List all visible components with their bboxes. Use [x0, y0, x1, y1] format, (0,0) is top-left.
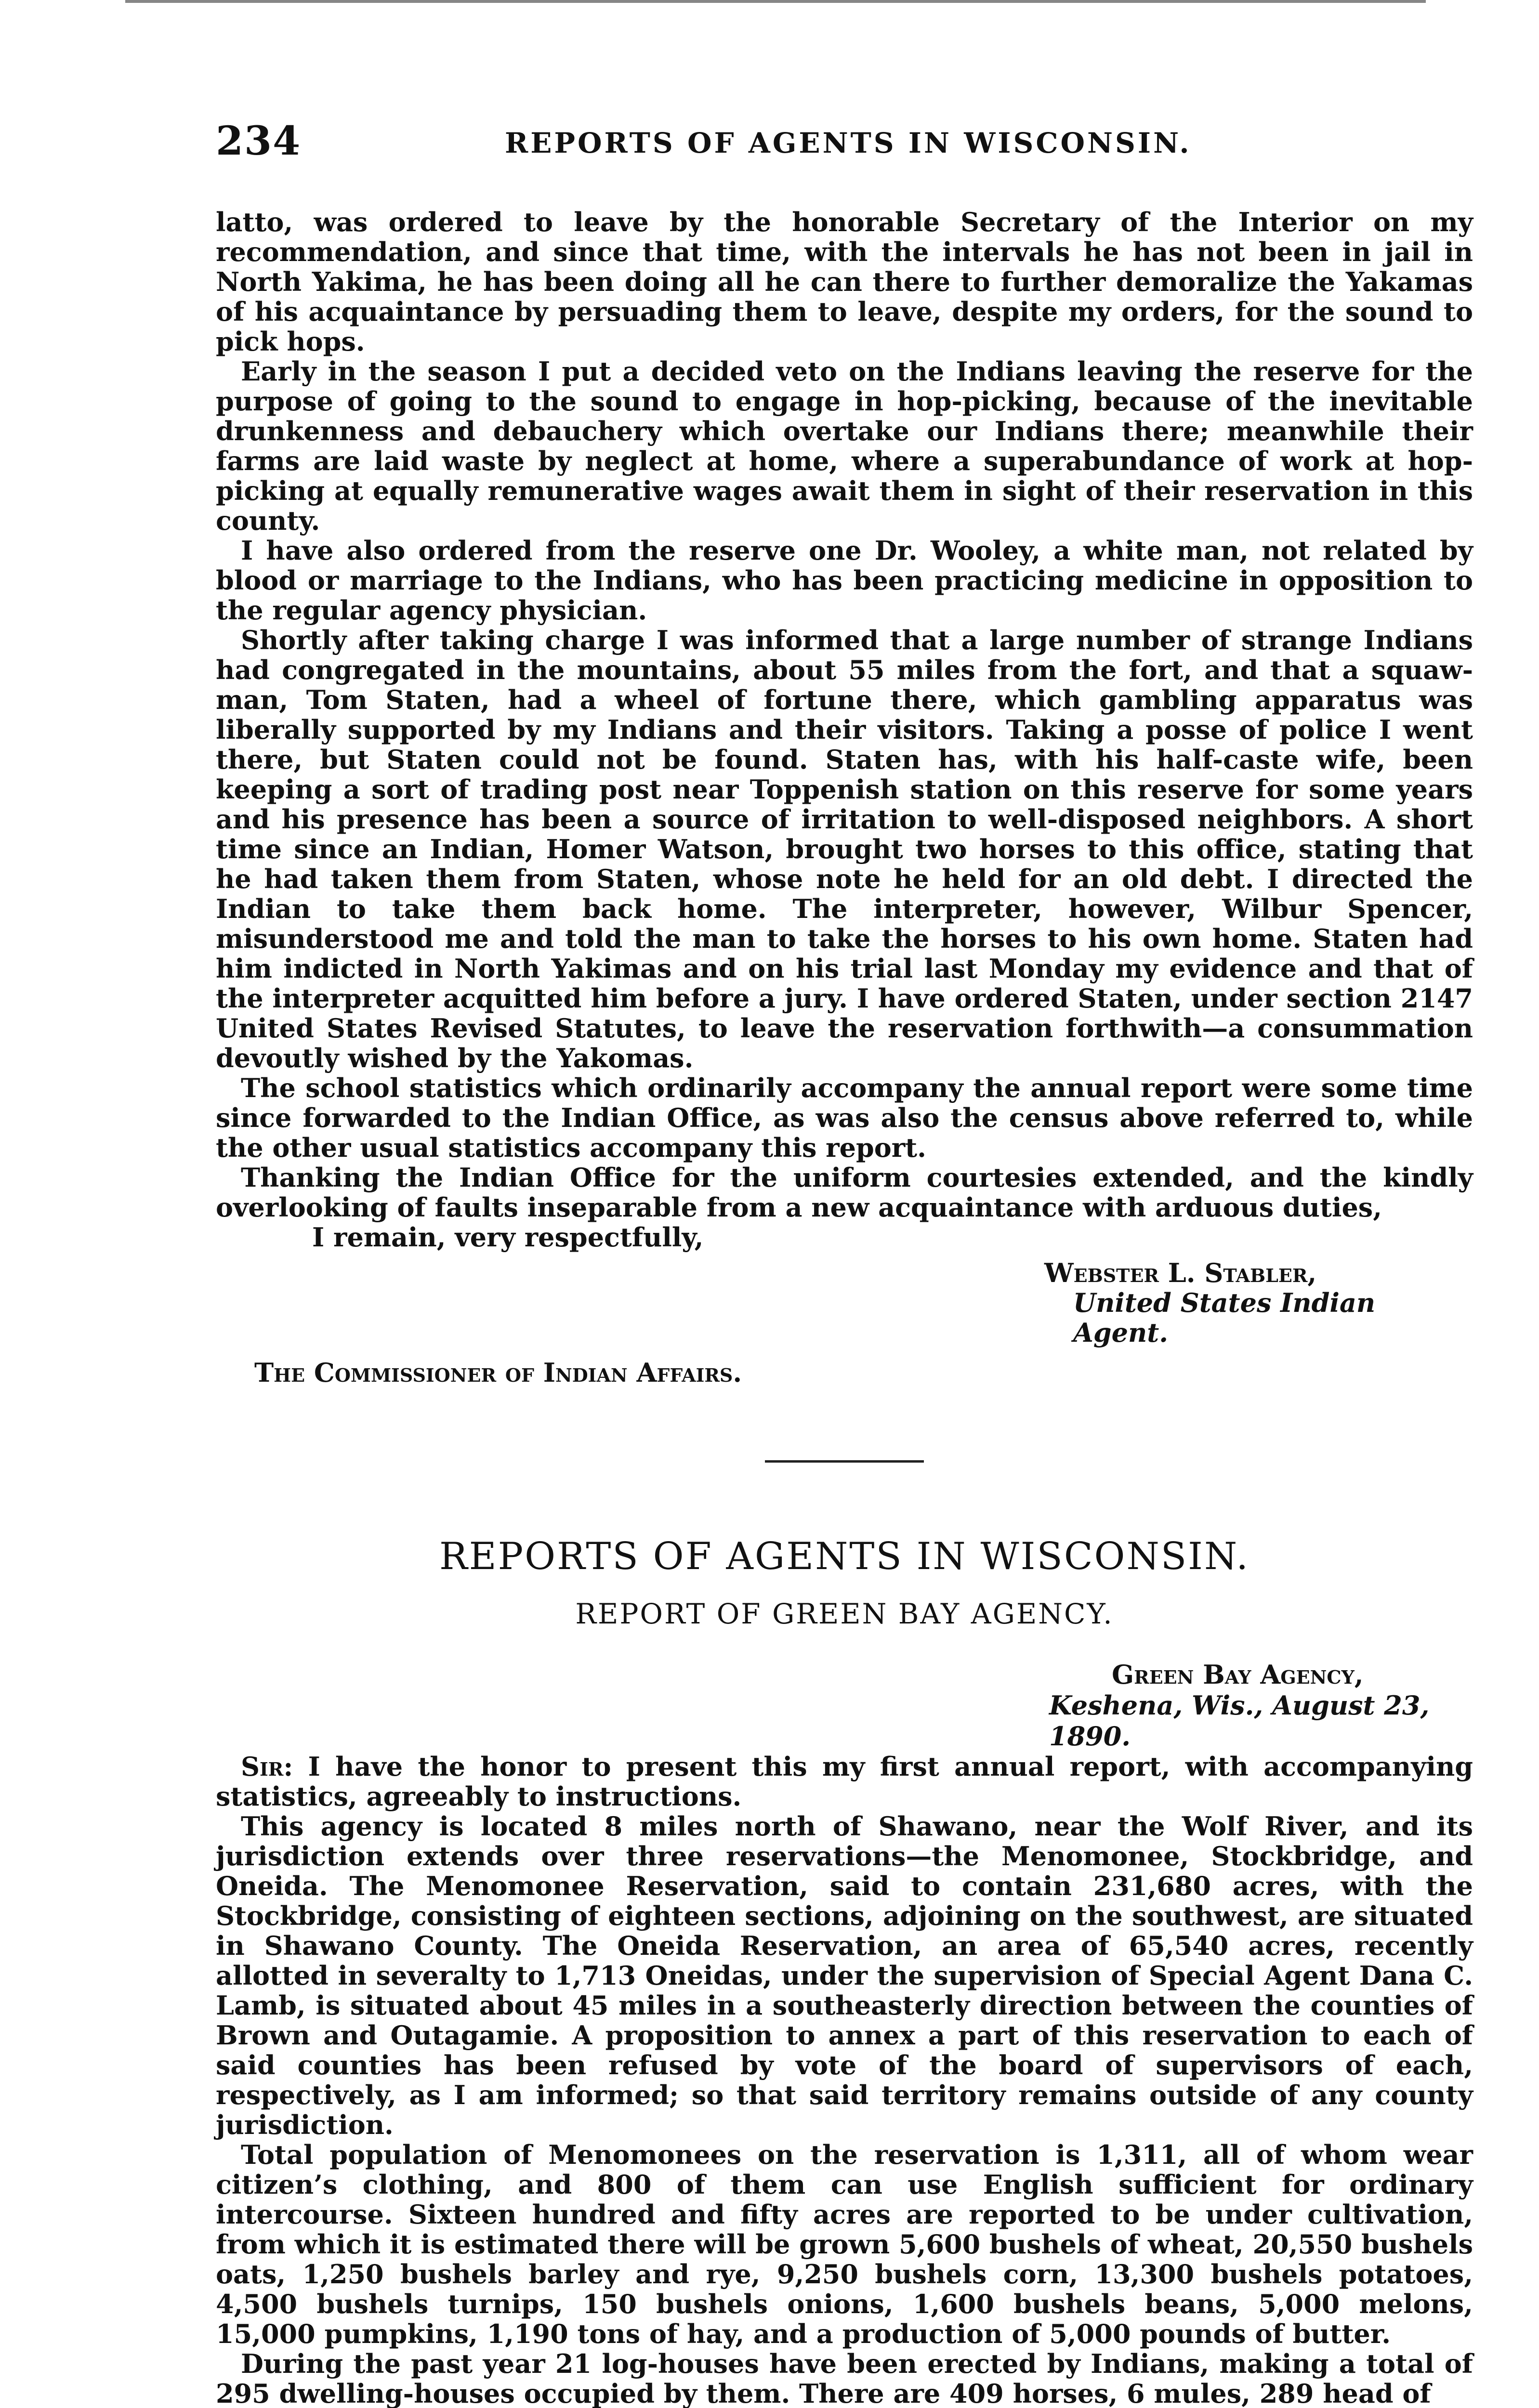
yakima-paragraph-1: latto, was ordered to leave by the honorable Secretary of the Interior on my recommendation, and since that time, with the intervals he has not been in jail in North Yakima, he has been doing all he can there to further demoralize the Yakamas of his acquaintance by persuading them to leave, despite my orders, for the sound to pick hops.: [216, 207, 1473, 357]
top-scan-rule: [125, 0, 1426, 10]
dateline-place: Green Bay Agency,: [1112, 1659, 1364, 1690]
signature-title: United States Indian Agent.: [1073, 1287, 1376, 1348]
report-title: REPORT OF GREEN BAY AGENCY.: [575, 1597, 1114, 1630]
page-body: [216, 207, 1473, 2408]
yakima-paragraph-2: Early in the season I put a decided veto on the Indians leaving the reserve for the purpose of going to the sound to engage in hop-picking, because of the inevitable drunkenness and debauchery which overtake our Indians there; meanwhile their farms are laid waste by neglect at home, where a superabundance of work at hop-picking at equally remunerative wages await them in sight of their reservation in this county.: [216, 356, 1473, 536]
closing-line: I remain, very respectfully,: [312, 1222, 704, 1253]
page-number: 234: [216, 118, 302, 164]
page-header: [216, 118, 1468, 171]
yakima-paragraph-4: Shortly after taking charge I was informed that a large number of strange Indians had congregated in the mountains, about 55 miles from the fort, and that a squaw-man, Tom Staten, had a wheel of fortune there, which gambling apparatus was liberally supported by my Indians and their visitors. Taking a posse of police I went there, but Staten could not be found. Staten has, with his half-caste wife, been keeping a sort of trading post near Toppenish station on this reserve for some years and his presence has been a source of irritation to well-disposed neighbors. A short time since an Indian, Homer Watson, brought two horses to this office, stating that he had taken them from Staten, whose note he held for an old debt. I directed the Indian to take them back home. The interpreter, however, Wilbur Spencer, misunderstood me and told the man to take the horses to his own home. Staten had him indicted in North Yakimas and on his trial last Monday my evidence and that of the interpreter acquitted him before a jury. I have ordered Staten, under section 2147 United States Revised Statutes, to leave the reservation forthwith—a consummation devoutly wished by the Yakomas.: [216, 625, 1473, 1073]
yakima-paragraph-5: The school statistics which ordinarily accompany the annual report were some time since forwarded to the Indian Office, as was also the census above referred to, while the other usual statistics accompany this report.: [216, 1073, 1473, 1163]
green-bay-paragraph-4: During the past year 21 log-houses have been erected by Indians, making a total of 295 dwelling-houses occupied by them. There are 409 horses, 6 mules, 289 head of: [216, 2348, 1473, 2408]
running-title: REPORTS OF AGENTS IN WISCONSIN.: [505, 127, 1192, 159]
dateline-date: Keshena, Wis., August 23, 1890.: [1049, 1690, 1430, 1752]
signature-block: [1044, 1258, 1473, 1348]
section-title: REPORTS OF AGENTS IN WISCONSIN.: [439, 1535, 1250, 1578]
salutation: Sir:: [241, 1751, 293, 1782]
yakima-paragraph-6: Thanking the Indian Office for the uniform courtesies extended, and the kindly overlooking of faults inseparable from a new acquaintance with arduous duties,: [216, 1162, 1473, 1223]
dateline: [1044, 1659, 1473, 1752]
yakima-paragraph-3: I have also ordered from the reserve one Dr. Wooley, a white man, not related by blood or marriage to the Indians, who has been practicing medicine in opposition to the regular agency physician.: [216, 535, 1473, 626]
green-bay-paragraph-1: [216, 1752, 1473, 1811]
green-bay-paragraph-2: This agency is located 8 miles north of Shawano, near the Wolf River, and its jurisdiction extends over three reservations—the Menomonee, Stockbridge, and Oneida. The Menomonee Reservation, said to contain 231,680 acres, with the Stockbridge, consisting of eighteen sections, adjoining on the southwest, are situated in Shawano County. The Oneida Reservation, an area of 65,540 acres, recently allotted in severalty to 1,713 Oneidas, under the supervision of Special Agent Dana C. Lamb, is situated about 45 miles in a southeasterly direction between the counties of Brown and Outagamie. A proposition to annex a part of this reservation to each of said counties has been refused by vote of the board of supervisors of each, respectively, as I am informed; so that said territory remains outside of any county jurisdiction.: [216, 1811, 1473, 2140]
green-bay-paragraph-3: Total population of Menomonees on the reservation is 1,311, all of whom wear citizen’s clothing, and 800 of them can use English sufficient for ordinary intercourse. Sixteen hundred and fifty acres are reported to be under cultivation, from which it is estimated there will be grown 5,600 bushels of wheat, 20,550 bushels oats, 1,250 bushels barley and rye, 9,250 bushels corn, 13,300 bushels potatoes, 4,500 bushels turnips, 150 bushels onions, 1,600 bushels beans, 5,000 melons, 15,000 pumpkins, 1,190 tons of hay, and a production of 5,000 pounds of butter.: [216, 2139, 1473, 2349]
green-bay-paragraph-1-text: I have the honor to present this my first annual report, with accompanying statistics, agreeably to instructions.: [216, 1751, 1473, 1812]
addressee: The Commissioner of Indian Affairs.: [254, 1357, 742, 1388]
signature-name: Webster L. Stabler,: [1044, 1257, 1317, 1288]
section-divider: [765, 1460, 924, 1463]
